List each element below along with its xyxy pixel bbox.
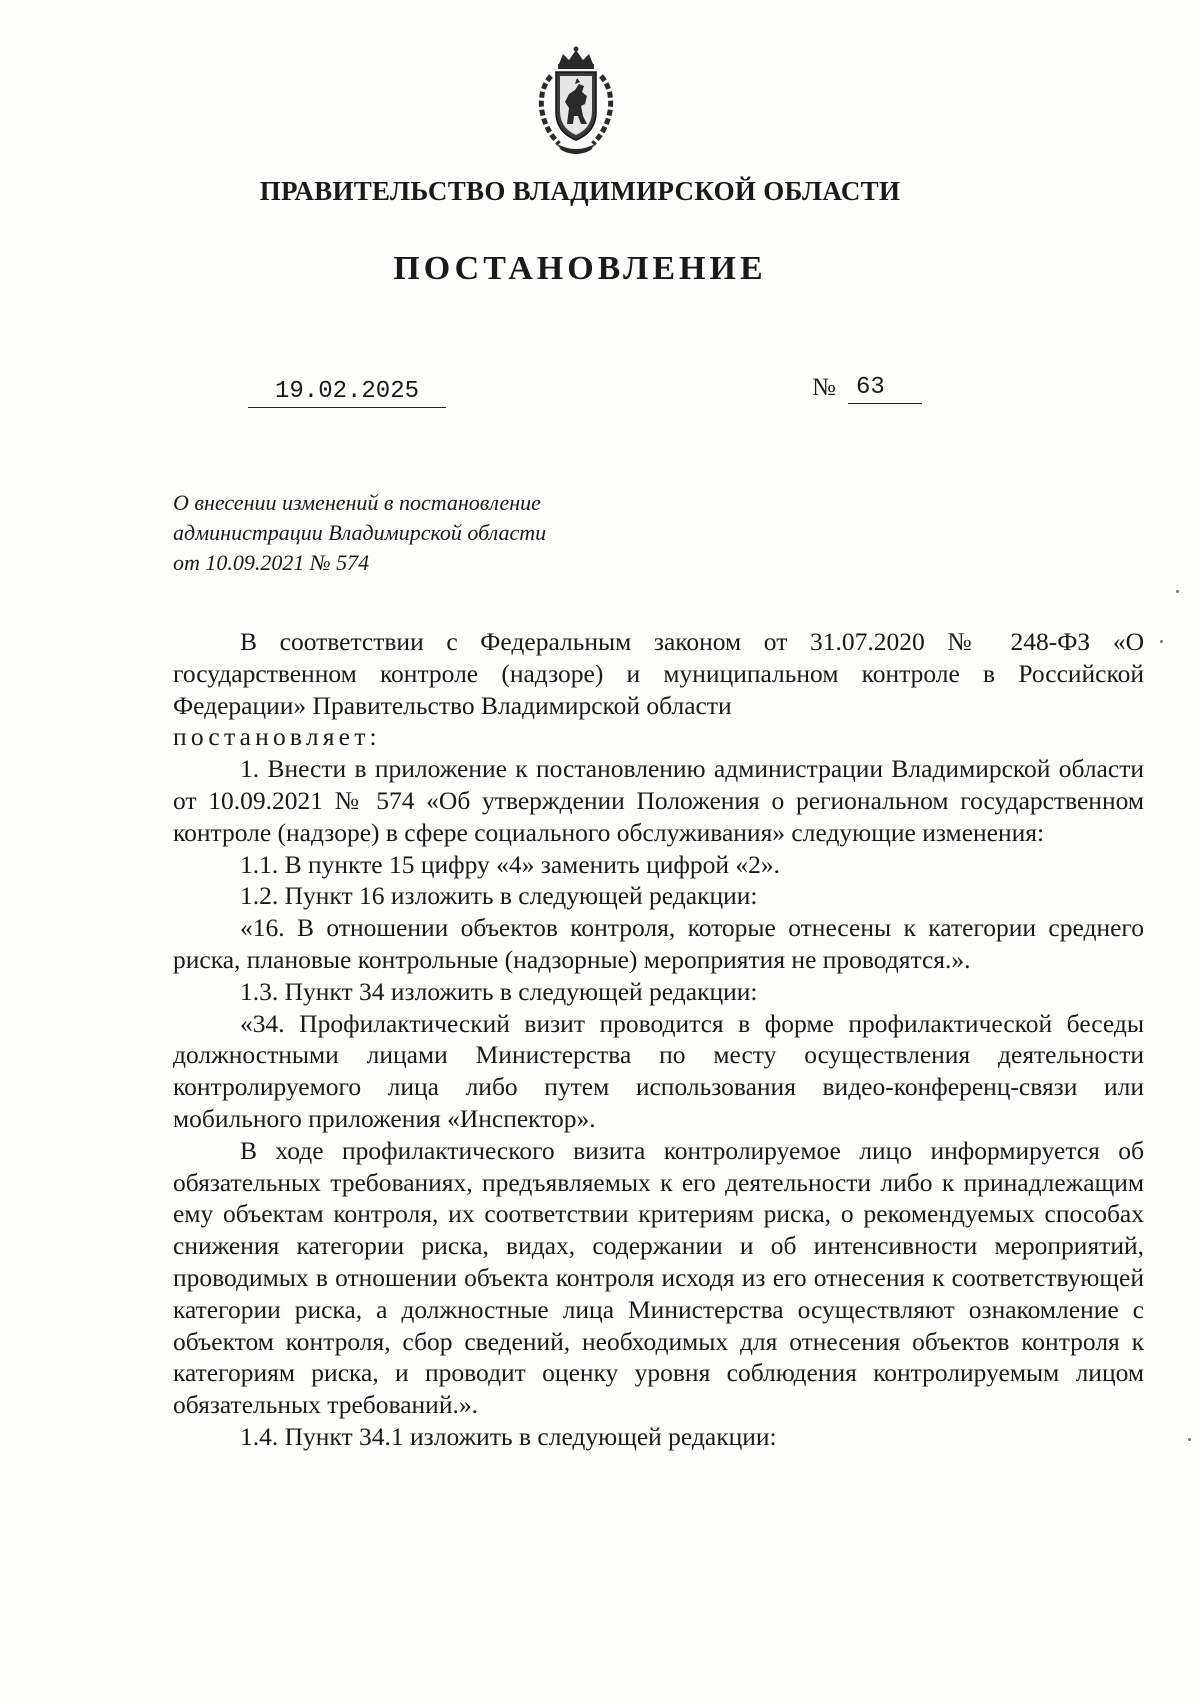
subject-line: администрации Владимирской области: [173, 520, 547, 545]
scan-speck: [1176, 590, 1179, 593]
document-number: 63: [848, 374, 922, 404]
vladimir-oblast-coat-of-arms-icon: [529, 46, 623, 154]
item-1-2-text-paragraph: «16. В отношении объектов контроля, которые отнесены к категории среднего риска, плановые контрольные (надзорные) мероприятия не проводятся.».: [173, 913, 1144, 974]
item-1-3-paragraph: 1.3. Пункт 34 изложить в следующей редакции:: [240, 976, 758, 1006]
item-1-1-paragraph: 1.1. В пункте 15 цифру «4» заменить цифрой «2».: [240, 849, 781, 879]
decision-paragraph: [173, 721, 1144, 753]
subject-line: от 10.09.2021 № 574: [173, 550, 370, 575]
scan-speck: [1188, 1438, 1191, 1441]
document-body: [173, 626, 1144, 1453]
subject-line: О внесении изменений в постановление: [173, 490, 541, 515]
document-subject: [173, 488, 613, 578]
decides-word: постановляет:: [173, 722, 381, 752]
item-1-3-text-paragraph: В ходе профилактического визита контролируемое лицо информируется об обязательных требованиях, предъявляемых к его деятельности либо к принадлежащим ему объектам контроля, их соответствии критериям риска, о рекомендуемых способах снижения категории риска, видах, содержании и об интенсивности мероприятий, проводимых в отношении объекта контроля исходя из его отнесения к соответствующей категории риска, а должностные лица Министерства осуществляют ознакомление с объектом контроля, сбор сведений, необходимых для отнесения объектов контроля к категориям риска, и проводит оценку уровня соблюдения контролируемым лицом обязательных требований.».: [173, 1135, 1144, 1420]
preamble-paragraph: В соответствии с Федеральным законом от 31.07.2020 № 248-ФЗ «О государственном контроле (надзоре) и муниципальном контроле в Российской Федерации» Правительство Владимирской области: [173, 627, 1144, 720]
document-type-heading: ПОСТАНОВЛЕНИЕ: [393, 250, 767, 287]
item-1-paragraph: 1. Внести в приложение к постановлению администрации Владимирской области от 10.09.2021 № 574 «Об утверждении Положения о региональном государственном контроле (надзоре) в сфере социального обслуживания» следующие изменения:: [173, 754, 1144, 847]
document-date: 19.02.2025: [248, 378, 446, 408]
scan-speck: [1160, 640, 1163, 643]
document-number-label: №: [812, 374, 836, 401]
item-1-3-text-paragraph: «34. Профилактический визит проводится в форме профилактической беседы должностными лицами Министерства по месту осуществления деятельности контролируемого лица либо путем использования видео-конференц-связи или мобильного приложения «Инспектор».: [173, 1008, 1144, 1133]
organization-title: ПРАВИТЕЛЬСТВО ВЛАДИМИРСКОЙ ОБЛАСТИ: [259, 176, 901, 206]
item-1-4-paragraph: 1.4. Пункт 34.1 изложить в следующей редакции:: [240, 1421, 777, 1451]
item-1-2-paragraph: 1.2. Пункт 16 изложить в следующей редакции:: [240, 881, 758, 911]
